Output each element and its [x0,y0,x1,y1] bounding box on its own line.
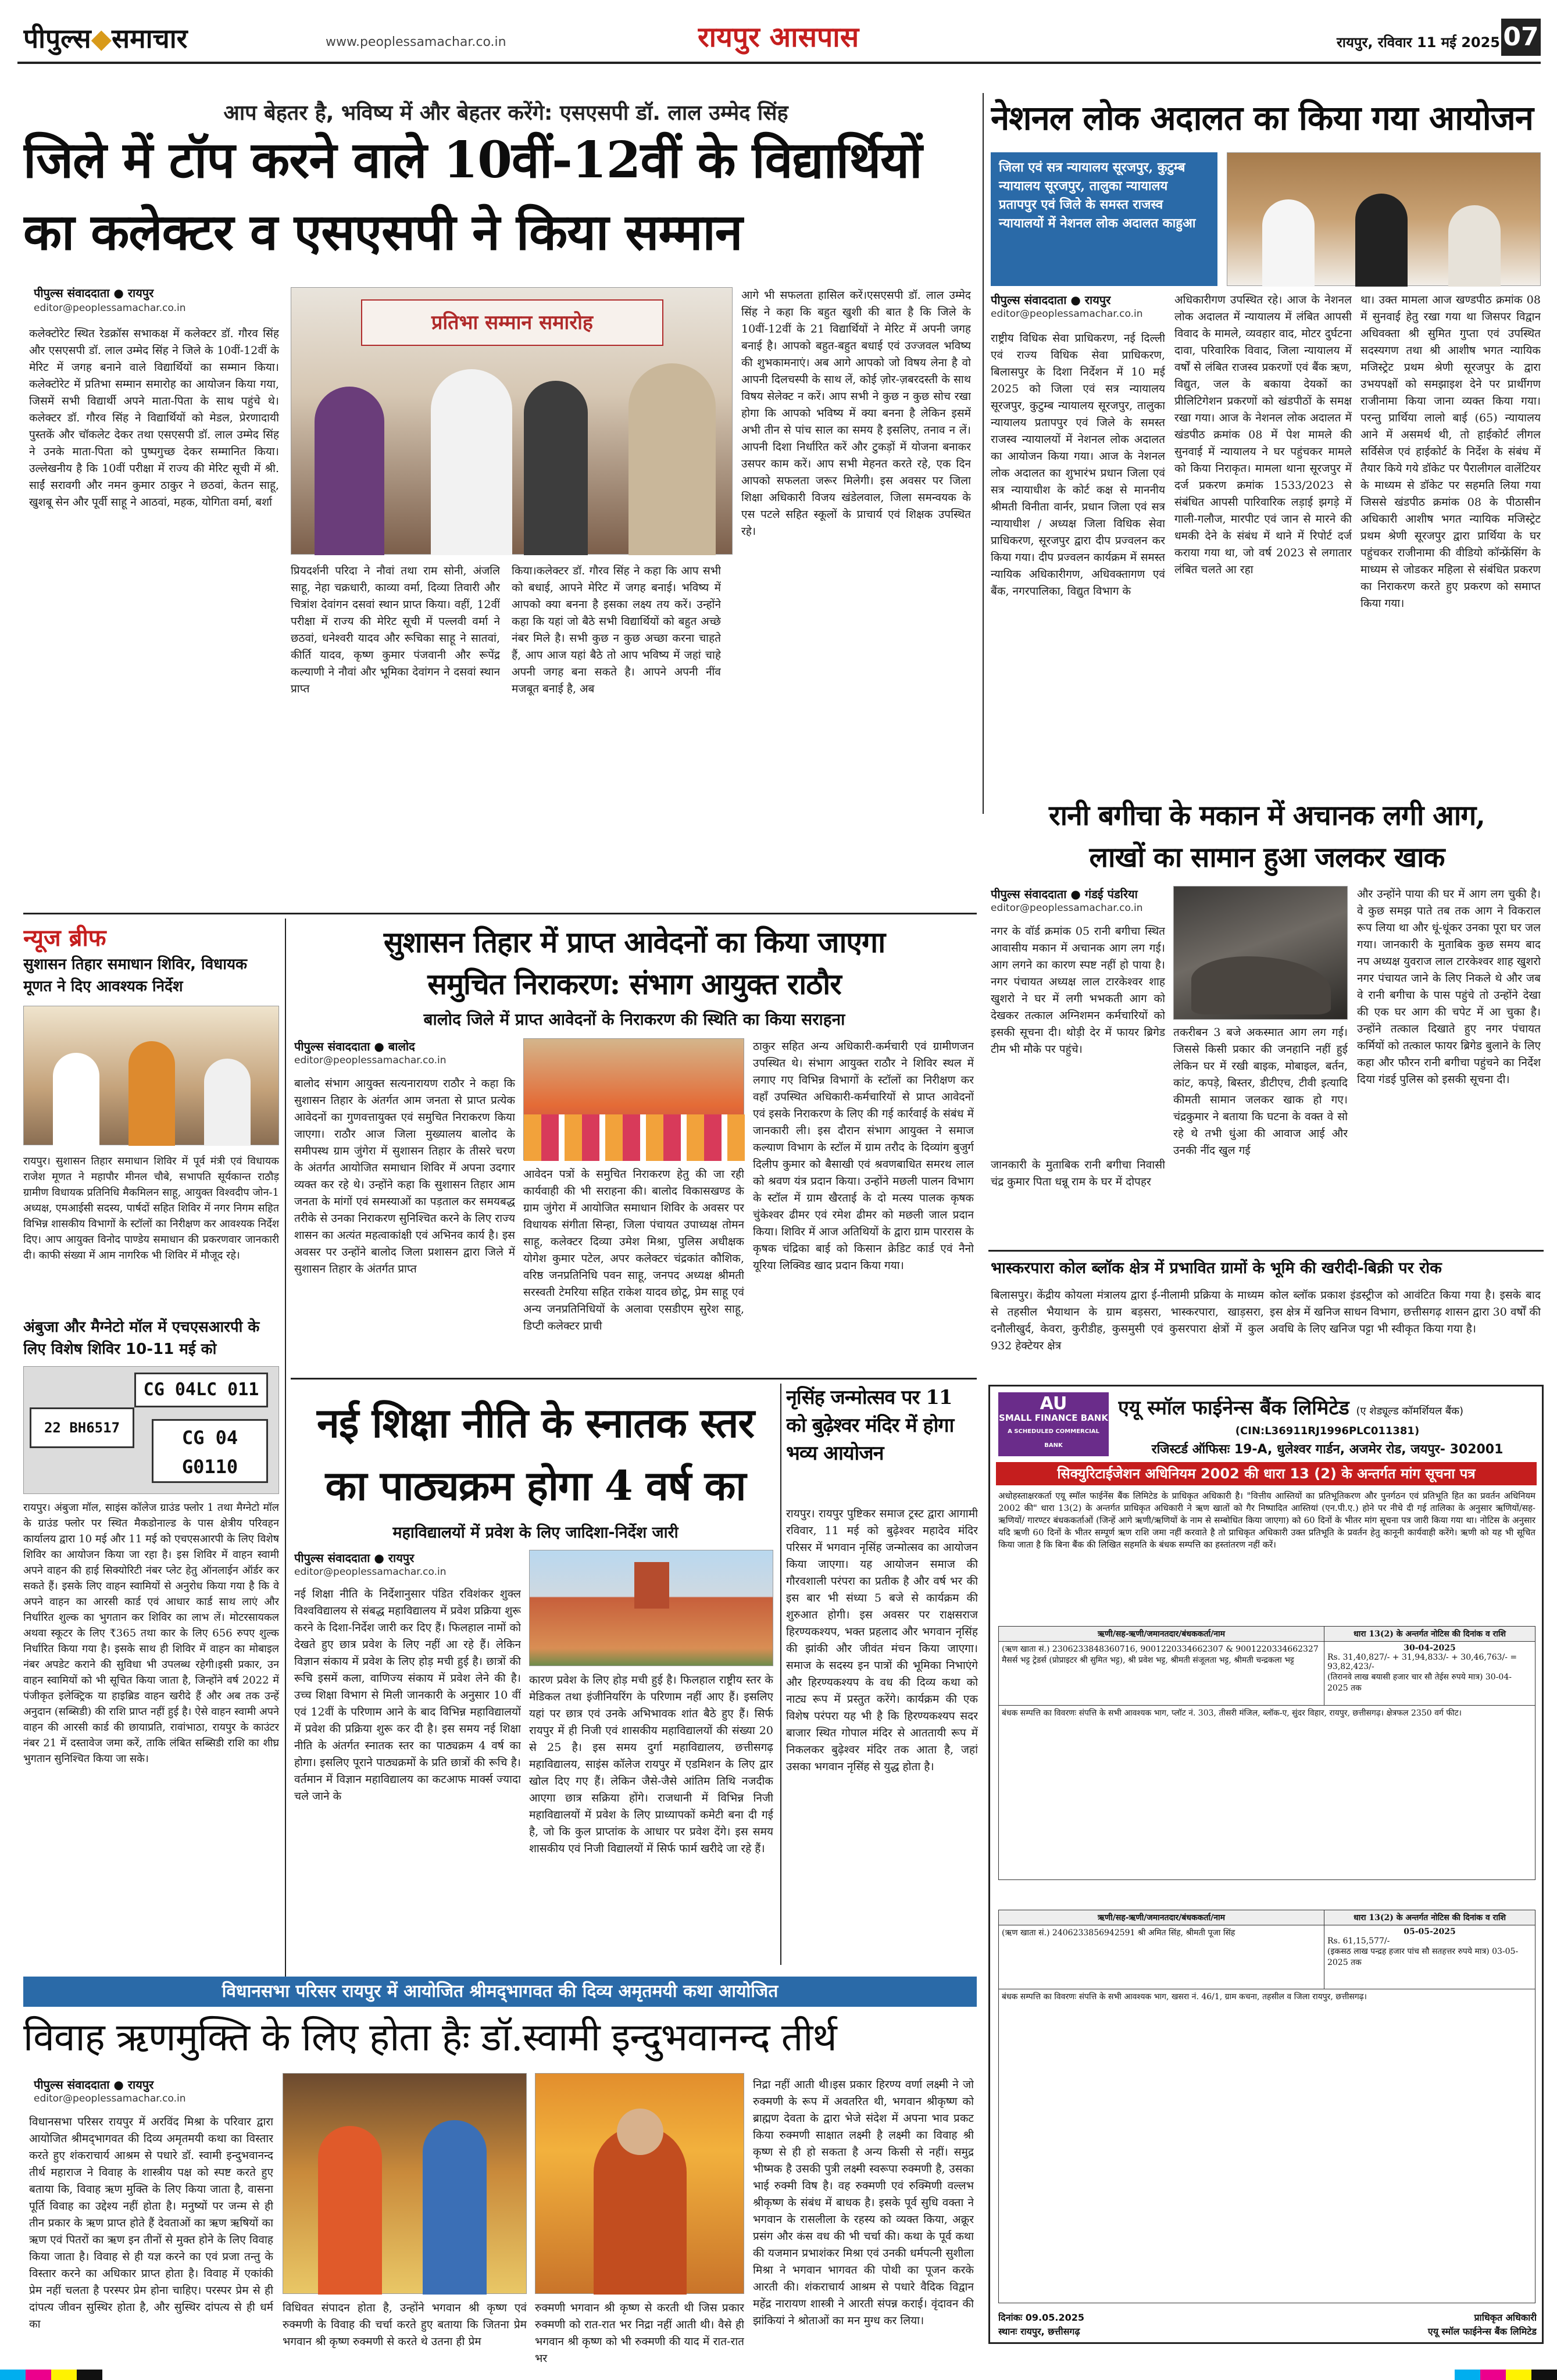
table-cell: बंधक सम्पत्ति का विवरणः संपत्ति के सभी आवश्यक भाग, प्लॉट नं. 303, तीसरी मंजिल, ब्लॉक-ए, सुंदर विहार, रायपुर, छत्तीसगढ़। क्षेत्रफल 2350 वर्ग फीट। [999,1706,1535,1880]
bhagwat-photo-1 [283,2073,527,2294]
bank-footer-officer: प्राधिकृत अधिकारी [1474,2312,1537,2323]
table-header-cell: ऋणी/सह-ऋणी/जमानतदार/बंधककर्ता/नाम [999,1910,1324,1925]
bank-logo-sfb: SMALL FINANCE BANK [999,1413,1108,1423]
registration-mark-black [77,2370,102,2380]
number-plate-1 [134,1373,268,1407]
registration-mark-cyan [0,2370,26,2380]
lok-adalat-bullet-box [991,152,1217,286]
photo-person-icon [1448,205,1501,287]
lok-adalat-column-2: अधिकारीगण उपस्थित रहे। आज के नेशनल लोक अदालत में न्यायालय में लंबित आपसी विवाद के मामले, व्यवहार वाद, मोटर दुर्घटना दावा, परिवारिक विवाद, जिला न्यायालय में वर्षों से लंबित राजस्व प्रकरणों एवं बैंक ऋण, विद्युत, जल के बकाया देयकों का प्रीलिटिगेशन प्रकरणों को खंडपीठों के समक्ष रखा गया। आज के नेशनल लोक अदालत में खंडपीठ क्रमांक 08 में पेश मामले की सुनवाई में न्यायालय ने घर पहुंचकर मामले को किया निराकृत। मामला थाना सूरजपुर में दर्ज प्रकरण क्रमांक 1533/2023 से संबंधित आपसी पारिवारिक लड़ाई झगड़े में गाली-गलौज, मारपीट एवं जान से मारने की धमकी देने के संबंध में थाने में रिपोर्ट दर्ज कराया गया था, जो वर्ष 2023 से लगातार लंबित चलते आ रहा [1174,294,1352,576]
registration-mark-yellow [1506,2370,1531,2380]
registration-mark-magenta [1480,2370,1506,2380]
lok-adalat-column-3: था। उक्त मामला आज खण्डपीठ क्रमांक 08 में सुनवाई हेतु रखा गया था जिसपर विद्वान अधिवक्ता श्री सुमित गुप्ता एवं उपस्थित सदस्यगण तथा श्री आशीष भगत न्यायिक मजिस्ट्रेट प्रथम श्रेणी सूरजपुर के द्वारा उभयपक्षों को समझाइश देने पर प्रार्थीगण राजीनामा किया जाना व्यक्त किया गया। परन्तु प्रार्थिया लालो बाई (65) न्यायालय आने में असमर्थ थी, तो हाईकोर्ट लीगल सर्विसेज एवं हाईकोर्ट के निर्देश के संबंध में तैयार किये गये डॉकेट पर पैरालीगल वालेंटियर के माध्यम से डॉकेट पर सहमति लिया गया जिससे खंडपीठ क्रमांक 08 के पीठासीन अधिकारी आशीष भगत न्यायिक मजिस्ट्रेट प्रथम श्रेणी सूरजपुर द्वारा प्रार्थिया के घर पहुंचकर राजीनामा की वीडियो कॉन्फ्रेंसिंग के माध्यम से जोडकर महिला से संबंधित प्रकरण का निराकरण करते हुए प्रकरण को समाप्त किया गया। [1360,294,1541,610]
fire-damage-photo [1173,886,1348,1020]
bank-name-tag: (ए शेड्यूल्ड कॉमर्शियल बैंक) [1356,1405,1463,1417]
column-divider [983,93,984,814]
column-divider [285,919,286,1988]
lead-headline-1: जिले में टॉप करने वाले 10वीं-12वीं के विद्यार्थियों [23,131,922,190]
row1-amount: Rs. 31,40,827/- + 31,94,833/- + 30,46,763/- = 93,82,423/- [1327,1653,1517,1671]
registration-mark-magenta [26,2370,51,2380]
table-row [999,1925,1535,1989]
rani-bagicha-column-1b: जानकारी के मुताबिक रानी बगीचा निवासी चंद्र कुमार पिता धन्नू राम के घर में दोपहर [991,1159,1165,1188]
photo-person-icon [204,1059,251,1146]
bank-name [1118,1395,1537,1424]
photo-person-icon [1262,199,1315,287]
plate-1-text: CG 04LC 011 [143,1380,259,1400]
photo-banner-text: प्रतिभा सम्मान समारोह [431,311,593,334]
rani-bagicha-email[interactable]: editor@peoplessamachar.co.in [991,902,1143,914]
shiksha-byline: पीपुल्स संवाददाता ● रायपुर [294,1551,415,1565]
bank-notice-body: अधोहस्ताक्षरकर्ता एयू स्मॉल फाईनेंस बैंक लिमिटेड के प्राधिकृत अधिकारी है। "वित्तीय आस्तियों का प्रतिभूतिकरण और पुनर्गठन एवं प्रतिभूति हित का प्रवर्तन अधिनियम 2002 की" धारा 13(2) के अन्तर्गत प्राधिकृत अधिकारी ने ऋण खातों को गैर निष्पादित आस्तियां (एन.पी.ए.) होने पर नीचे दी गई तालिका के अनुसार ऋणियों/सह-ऋणियों/ गारण्टर बंधककर्ताओं (जिन्हें आगे ऋणी/ऋणियों के नाम से सम्बोधित किया जाएगा) को 60 दिनों के भीतर मांग सूचना पत्र जारी किया गया था। नोटिस के अनुसार यदि ऋणी 60 दिनों के भीतर सम्पूर्ण ऋण राशि जमा नहीं करवाते है तो प्राधिकृत अधिकारी उक्त प्रतिभूति के प्रवर्तन हेतु कानूनी कार्यवाही करेंगे। ऋणी को यह भी सूचित किया जाता है कि बिना बैंक की लिखित सहमति के बंधक सम्पत्ति का हस्तांतरण नहीं करें। [998,1491,1535,1550]
news-brief-item2-body: रायपुर। अंबुजा मॉल, साइंस कॉलेज ग्राउंड फ्लोर 1 तथा मैग्नेटो मॉल के ग्राउंड फ्लोर पर स्थित मैकडोनाल्ड के पास क्षेत्रीय परिवहन कार्यालय द्वारा 10 मई और 11 मई को एचएसआरपी के लिए विशेष शिविर का आयोजन किया जा रहा है। इस शिविर में वाहन स्वामी अपने वाहन की हाई सिक्योरिटी नंबर प्लेट हेतु ऑनलाईन ऑर्डर कर सकते हैं। इसके लिए वाहन स्वामियों से अनुरोध किया गया है कि वे अपने वाहन का आरसी कार्ड एवं आधार कार्ड साथ लाएं और निर्धारित शुल्क का भुगतान कर शिविर का लाभ लें। मोटरसायकल अथवा स्कूटर के लिए ₹365 तथा कार के लिए 656 रुपए शुल्क निर्धारित किया गया है। इसके साथ ही शिविर में वाहन का मोबाइल नंबर अपडेट कराने की सुविधा भी उपलब्ध रहेगी।इसी प्रकार, उन वाहन स्वामियों को भी सूचित किया जाता है, जिन्होंने वर्ष 2022 में पंजीकृत इलेक्ट्रिक या हाइब्रिड वाहन खरीदे हैं और अब तक उन्हें अनुदान (सब्सिडी) की राशि प्राप्त नहीं हुई है। ऐसे वाहन स्वामी अपने वाहन की आरसी कार्ड की छायाप्रति, रावांभाठा, रायपुर के काउंटर नंबर 21 में दस्तावेज जमा करें, ताकि लंबित सब्सिडी राशि का शीघ्र भुगतान सुनिश्चित किया जा सके। [23,1502,279,1765]
lok-adalat-bullet: जिला एवं सत्र न्यायालय सूरजपुर, कुटुम्ब न्यायालय सूरजपुर, तालुका न्यायालय प्रतापपुर एवं जिले के समस्त राजस्व न्यायालयों में नेशनल लोक अदालत काहुआ [999,160,1196,231]
rani-bagicha-column-2: तकरीबन 3 बजे अकस्मात आग लग गई। जिससे किसी प्रकार की जनहानि नहीं हुई लेकिन घर में रखी बाइक, मोबाइल, बर्तन, कांट, कपड़े, बिस्तर, डीटीएच, टीवी इत्यादि कीमती सामान जलकर खाक हो गए। चंद्रकुमार ने बताया कि घटना के वक्त वे सो रहे थे तभी धुंआ की आवाज आई और उनकी नींद खुल गई [1173,1026,1348,1157]
bank-footer-date: दिनांकः 09.05.2025 [998,2312,1084,2323]
bank-logo [998,1392,1109,1456]
table-cell: (ऋण खाता सं.) 2406233856942591 श्री अमित सिंह, श्रीमती पूजा सिंह [999,1925,1324,1989]
photo-banner [361,299,663,346]
rani-bagicha-headline-2: लाखों का सामान हुआ जलकर खाक [1089,841,1445,874]
bank-footer-bank: एयू स्मॉल फाईनेन्स बैंक लिमिटेड [1427,2326,1537,2337]
photo-crowd [524,1114,745,1161]
table-cell [1324,1642,1535,1706]
lead-headline-2: का कलेक्टर व एसएसपी ने किया सम्मान [23,203,742,262]
photo-deity-icon [318,2126,382,2295]
table-header-cell: धारा 13(2) के अन्तर्गत नोटिस की दिनांक व राशि [1324,1910,1535,1925]
page-number: 07 [1501,19,1541,56]
lead-kicker: आप बेहतर है, भविष्य में और बेहतर करेंगे: एसएसपी डॉ. लाल उम्मेद सिंह [223,101,788,125]
debris-shape [1191,956,1331,1014]
bank-notice-title: सिक्युरिटाईजेशन अधिनियम 2002 की धारा 13 (2) के अन्तर्गत मांग सूचना पत्र [996,1462,1537,1485]
lok-adalat-byline: पीपुल्स संवाददाता ● रायपुर [991,293,1111,307]
masthead [17,12,1541,64]
photo-person-icon [1355,194,1408,287]
section-divider [988,1250,1544,1252]
news-brief-item1-body: रायपुर। सुशासन तिहार समाधान शिविर में पूर्व मंत्री एवं विधायक राजेश मूणत ने महापौर मीनल चौबे, सभापति सूर्यकान्त राठौड़ ग्रामीण विधायक प्रतिनिधि मैकमिलन साहू, आयुक्त विश्वदीप जोन-1 अध्यक्ष, एमआईसी सदस्य, पार्षदों सहित शिविर में नगर निगम सहित विभिन्न शासकीय विभागों के स्टॉलों का निरीक्षण कर आवश्यक निर्देश दिए। आप आयुक्त विनोद पाण्डेय समाधान की प्रकरणवार जानकारी दी। काफी संख्या में आम नागरिक भी शिविर में मौजूद रहे। [23,1155,279,1262]
sushasan-byline: पीपुल्स संवाददाता ● बालोद [294,1039,415,1053]
section-divider [23,913,977,914]
photo-person-icon [315,387,384,555]
college-tower [634,1562,669,1609]
vivah-byline: पीपुल्स संवाददाता ● रायपुर [34,2078,154,2092]
shiksha-column-1: नई शिक्षा नीति के निर्देशानुसार पंडित रविशंकर शुक्ल विश्वविद्यालय से संबद्ध महाविद्यालय में प्रवेश प्रक्रिया शुरू करने के दिशा-निर्देश जारी कर दिए हैं। फिलहाल नामों को देखते हुए छात्र प्रवेश के लिए नहीं आ रहे हैं। लेकिन विज्ञान संकाय में प्रवेश के लिए होड़ मची हुई है। छात्रों की रूचि इसमें कला, वाणिज्य संकाय में प्रवेश लेने की है। उच्च शिक्षा विभाग से मिली जानकारी के अनुसार 10 वीं एवं 12वीं के परिणाम आने के बाद विभिन्न महाविद्यालयों में प्रवेश की प्रक्रिया शुरू कर दी है। इस समय नई शिक्षा नीति के अंतर्गत स्नातक स्तर का पाठ्यक्रम 4 वर्ष का होगा। इसलिए पूराने पाठ्यक्रमों के प्रति छात्रों की रूचि है। वर्तमान में विज्ञान महाविद्यालय का कटआफ मार्क्स ज्यादा चले जाने के [294,1588,521,1803]
table-row [999,1989,1535,2303]
sushasan-column-2: आवेदन पत्रों के समुचित निराकरण हेतु की जा रही कार्यवाही की भी सराहना की। बालोद विकासखण्ड के ग्राम जुंगेरा में आयोजित समाधान शिविर के अवसर पर विधायक संगीता सिन्हा, जिला पंचायत उपाध्यक्ष तोमन साहू, कलेक्टर दिव्या उमेश मिश्रा, पुलिस अधीक्षक योगेश कुमार पटेल, अपर कलेक्टर चंद्रकांत कौशिक, वरिष्ठ जनप्रतिनिधि पवन साहू, जनपद अध्यक्ष श्रीमती सरस्वती टेमरिया सहित राकेश यादव छोटू, प्रेम साहू एवं अन्य जनप्रतिनिधियों के अलावा एसडीएम सुरेश साहू, डिप्टी कलेक्टर प्राची [523,1168,744,1332]
issue-date: रायपुर, रविवार 11 मई 2025 [1336,34,1500,51]
section-title: रायपुर आसपास [698,21,859,53]
rani-bagicha-column-1: नगर के वॉर्ड क्रमांक 05 रानी बगीचा स्थित आवासीय मकान में अचानक आग लग गई। आग लगने का कारण स्पष्ट नहीं हो पाया है। नगर पंचायत अध्यक्ष लाल टारकेश्वर शाह खुशरो ने घर में लगी भभकती आग को देखकर तत्काल अग्निशमन कर्मचारियों को इसकी सूचना दी। थोड़ी देर में फायर ब्रिगेड टीम भी मौके पर पहुंचे। [991,925,1165,1056]
table-row [999,1706,1535,1880]
row2-amount: Rs. 61,15,577/- [1327,1936,1390,1946]
lok-adalat-email[interactable]: editor@peoplessamachar.co.in [991,308,1143,320]
registration-mark-yellow [51,2370,77,2380]
photo-person-icon [628,363,716,555]
news-brief-item2-title: अंबुजा और मैग्नेटो मॉल में एचएसआरपी के लिए विशेष शिविर 10-11 मई को [23,1318,260,1358]
section-divider [291,1378,977,1380]
photo-swami-face [617,2109,663,2155]
column-divider [780,1384,781,1965]
newspaper-name-right: समाचार [111,23,188,54]
photo-person-icon [53,1053,99,1146]
bank-reg-office: रजिस्टर्ड ऑफिसः 19-A, धुलेश्वर गार्डन, अजमेर रोड, जयपुर- 302001 [1151,1442,1504,1457]
vivah-column-3: रुक्मणी भगवान श्री कृष्ण से करती थी जिस प्रकार रुक्मणी को रात-रात भर निद्रा नहीं आती थी। वैसे ही भगवान श्री कृष्ण को भी रुक्मणी की याद में रात-रात भर [535,2302,744,2365]
shiksha-column-2: कारण प्रवेश के लिए होड़ मची हुई है। फिलहाल राष्ट्रीय स्तर के मेडिकल तथा इंजीनियरिंग के परिणाम नहीं आए हैं। इसलिए यहां पर छात्र एवं उनके अभिभावक शांत बैठे हुए हैं। सिर्फ रायपुर में ही निजी एवं शासकीय महाविद्यालयों की संख्या 20 से 25 है। इस समय दुर्गा महाविद्यालय, छत्तीसगढ़ महाविद्यालय, साइंस कॉलेज रायपुर में एडमिशन के लिए द्वार खोल दिए गए हैं। लेकिन जैसे-जैसे आंतिम तिथि नजदीक आएगा छात्र सक्रिया होंगे। राजधानी में विभिन्न निजी महाविद्यालयों में प्रवेश के लिए प्राध्यापकों कमेटी बना दी गई है, जो कि कुल प्राप्तांक के आधार पर प्रवेश देंगे। इस समय शासकीय एवं निजी विद्यालयों में सिर्फ फार्म खरीदे जा रहे हैं। [529,1674,773,1855]
table-cell: (ऋण खाता सं.) 2306233848360716, 9001220334662307 & 9001220334662327 मैसर्स भट्ट ट्रेडर्स (प्रोप्राइटर श्री सुमित भट्ट), श्री प्रवेश भट्ट, श्रीमती संजूलता भट्ट, श्रीमती चन्द्रकला भट्ट [999,1642,1324,1706]
lead-column-1: कलेक्टोरेट स्थित रेडक्रॉस सभाकक्ष में कलेक्टर डॉ. गौरव सिंह और एसएसपी डॉ. लाल उम्मेद सिंह ने जिले के 10वीं-12वीं के मेरिट में जगह बनाने वाले विद्यार्थियों का सम्मान किया। कलेक्टोरेट में प्रतिभा सम्मान समारोह का आयोजन किया गया, जिसमें सभी विद्यार्थी अपने माता-पिता के साथ पहुंचे थे। कलेक्टर डॉ. गौरव सिंह ने विद्यार्थियों को मेडल, प्रेरणादायी पुस्तकें और चॉकलेट देकर तथा एसएसपी डॉ. लाल उम्मेद सिंह ने उनके माता-पिता को पुष्पगुच्छ देकर सम्मानित किया। उल्लेखनीय है कि 10वीं परीक्षा में राज्य की मेरिट सूची में श्री. साईं सरावगी और नमन कुमार ठाकुर ने छठवां, केतन साहू, खुशबू सेन और पूर्वी साहू ने आठवां, महक, योगिता वर्मा, बर्शा [29,327,279,509]
college-photo [529,1550,773,1666]
shiksha-subhead: महाविद्यालयों में प्रवेश के लिए जादिशा-निर्देश जारी [392,1524,678,1542]
table-row [999,1642,1535,1706]
row2-date: 05-05-2025 [1404,1927,1456,1936]
news-brief-photo-1 [23,1006,279,1145]
sushasan-column-3: ठाकुर सहित अन्य अधिकारी-कर्मचारी एवं ग्रामीणजन उपस्थित थे। संभाग आयुक्त राठौर ने शिविर स्थल में लगाए गए विभिन्न विभागों के स्टॉलों का निरीक्षण कर वहाँ उपस्थित अधिकारी-कर्मचारियों से प्राप्त आवेदनों एवं इसके निराकरण के लिए की गई कार्रवाई के संबंध में जानकारी ली। इस दौरान संभाग आयुक्त ने समाज कल्याण विभाग के स्टॉल में ग्राम तरौद के दिव्यांग बुजुर्ग दिलीप कुमार को बैसाखी एवं श्रवणबाधित समरथ लाल को श्रवण यंत्र प्रदान किया। उन्होंने मछली पालन विभाग के स्टॉल में ग्राम खैरताई के दो मत्स्य पालक कृषक चुंकेश्वर ढीमर एवं रमेश ढीमर को मछली जाल प्रदान किया। शिविर में आज अतिथियों के द्वारा ग्राम पाररास के कृषक चंद्रिका बाई को किसान क्रेडिट कार्ड एवं नैनो यूरिया लिक्विड खाद प्रदान किया गया। [753,1040,974,1272]
table-header-cell: ऋणी/सह-ऋणी/जमानतदार/बंधककर्ता/नाम [999,1627,1324,1642]
photo-deity-icon [423,2120,487,2295]
table-cell: बंधक सम्पत्ति का विवरणः संपत्ति के सभी आवश्यक भाग, खसरा नं. 46/1, ग्राम कचना, तहसील व जिला रायपुर, छत्तीसगढ़। [999,1989,1535,2303]
news-brief-label: न्यूज ब्रीफ [23,925,106,952]
news-brief-item1-title: सुशासन तिहार समाधान शिविर, विधायक मूणत ने दिए आवश्यक निर्देश [23,956,248,995]
lead-award-photo [291,287,733,555]
bank-name-text: एयू स्मॉल फाईनेन्स बैंक लिमिटेड [1118,1396,1349,1420]
number-plate-photo [23,1366,279,1494]
bank-logo-au: AU [1040,1393,1067,1414]
bank-notice-table-2 [998,1910,1535,2303]
lok-adalat-headline: नेशनल लोक अदालत का किया गया आयोजन [991,98,1533,138]
table-header-cell: धारा 13(2) के अन्तर्गत नोटिस की दिनांक व राशि [1324,1627,1535,1642]
photo-person-icon [128,1041,175,1146]
vivah-email[interactable]: editor@peoplessamachar.co.in [34,2093,186,2104]
newspaper-name-left: पीपुल्स [23,23,91,54]
lead-column-3: किया।कलेक्टर डॉ. गौरव सिंह ने कहा कि आप सभी को बधाई, आपने मेरिट में जगह बनाई। भविष्य में आपको क्या बनना है इसका लक्ष्य तय करें। उन्होंने कहा कि यहां जो बैठे सभी विद्यार्थियों को बहुत अच्छे नंबर मिले है। सभी कुछ न कुछ अच्छा करना चाहते हैं, आप आज यहां बैठे तो आप भविष्य में जहां चाहे अपनी जगह बना सकते है। आपने अपनी नींव मजबूत बनाई है, अब [512,564,721,695]
vivah-column-2: विधिवत संपादन होता है, उन्होंने भगवान श्री कृष्ण एवं रुक्मणी के विवाह की चर्चा करते हुए बताया कि जितना प्रेम भगवान श्री कृष्ण रुक्मणी से करते थे उतना ही प्रेम [283,2302,527,2348]
masthead-dot-icon: ◆ [91,23,112,54]
vivah-column-4: निद्रा नहीं आती थी।इस प्रकार हिरण्य वर्णा लक्ष्मी ने जो रुक्मणी के रूप में अवतरित थी, भगवान श्रीकृष्ण को ब्राह्मण देवता के द्वारा भेजे संदेश में अपना भाव प्रकट किया रुक्मणी साक्षात लक्ष्मी है लक्ष्मी का विवाह श्री कृष्ण से ही हो सकता है अन्य किसी से नहीं। समुद्र भीष्मक है उसकी पुत्री लक्ष्मी स्वरूपा रुक्मणी है, उसका भाई रुक्मी विष है। वह रुक्मणी एवं रुक्मिणी वल्लभ श्रीकृष्ण के संबंध में बाधक है। इसके पूर्व सुधि वक्ता ने भगवान के रासलीला के रहस्य को व्यक्त किया, अक्रूर प्रसंग और कंस वध की भी चर्चा की। कथा के पूर्व कथा की यजमान प्रभाशंकर मिश्रा एवं उनकी धर्मपत्नी सुशीला मिश्रा ने भगवान भागवत की पोथी का पूजन करके आरती की। शंकराचार्य आश्रम से पधारे वैदिक विद्वान महेंद्र नारायण शास्त्री ने आरती संपन्न कराई। वृंदावन की झांकियां ने श्रोताओं का मन मुग्ध कर लिया। [753,2078,974,2327]
vivah-headline: विवाह ऋणमुक्ति के लिए होता हैः डॉ.स्वामी इन्दुभवानन्द तीर्थ [23,2015,837,2060]
plate-3-text: CG 04 G0110 [181,1427,238,1478]
table-header-row [999,1910,1535,1925]
shiksha-email[interactable]: editor@peoplessamachar.co.in [294,1566,447,1578]
nrusingh-body: रायपुर। रायपुर पुष्टिकर समाज ट्रस्ट द्वारा आगामी रविवार, 11 मई को बुढ़ेश्वर महादेव मंदिर परिसर में भगवान नृसिंह जन्मोत्सव का आयोजन किया जाएगा। यह आयोजन समाज की गौरवशाली परंपरा का प्रतीक है और वर्ष भर की इस बार भी संध्या 5 बजे से कार्यक्रम की शुरुआत होगी। इस अवसर पर राक्षसराज हिरण्यकश्यप, भक्त प्रहलाद और भगवान नृसिंह की झांकी और जीवंत मंचन किया जाएगा। समाज के सदस्य इन पात्रों की भूमिका निभाएंगे और हिरण्यकश्यप के वध की दिव्य कथा को नाट्य रूप में प्रस्तुत करेंगे। कार्यक्रम की एक विशेष परंपरा यह भी है कि हिरण्यकश्यप सदर बाजार स्थित गोपाल मंदिर से आततायी रूप में निकलकर बुढ़ेश्वर मंदिर तक आता है, जहां उसका भगवान नृसिंह से युद्ध होता है। [786,1507,978,1773]
row1-date: 30-04-2025 [1404,1643,1456,1653]
registration-mark-black [1531,2370,1557,2380]
plate-2-text: 22 BH6517 [44,1420,120,1436]
bhagwat-banner: विधानसभा परिसर रायपुर में आयोजित श्रीमद्‌भागवत की दिव्य अमृतमयी कथा आयोजित [23,1977,977,2007]
table-cell [1324,1925,1535,1989]
coal-column-2: कोल ब्लॉक प्रकाश इंडस्ट्रीज को आवंटित किया गया है। इसके बाद इस क्षेत्र में खनिज साधन विभाग, छत्तीसगढ़ शासन द्वारा 30 वर्षों की अवधि के लिए खनिज पट्टा भी स्वीकृत किया गया है। [1270,1289,1541,1335]
lead-column-4: आगे भी सफलता हासिल करें।एसएसपी डॉ. लाल उम्मेद सिंह ने कहा कि बहुत खुशी की बात है कि जिले के 10वीं-12वीं के 21 विद्यार्थियों ने मेरिट में अपनी जगह बनाई है। आपको बहुत-बहुत बधाई एवं उज्जवल भविष्य की शुभकामनाएं। अब आगे आपको जो विषय लेना है वो आपनी दिलचस्पी के साथ लें, कोई ज़ोर-ज़बरदस्ती के साथ विषय सेलेक्ट न करें। आप सभी ने कुछ न कुछ सोच रखा होगा कि आपको भविष्य में क्या बनना है लेकिन इसमें अभी तीन से पांच साल का समय है इसलिए, तनाव न लें। आपनी दिशा निर्धारित करें और टुकड़ों में योजना बनाकर उसपर काम करें। आप सभी मेहनत करते रहे, एक दिन आपको सफलता जरूर मिलेगी। इस अवसर पर जिला शिक्षा अधिकारी विजय खंडेलवाल, जिला समन्वयक के एस पटले सहित स्कूलों के प्राचार्य एवं शिक्षक उपस्थित रहे। [741,289,971,538]
rani-bagicha-byline: पीपुल्स संवाददाता ● गंडई पंडरिया [991,887,1138,901]
sushasan-subhead: बालोद जिले में प्राप्त आवेदनों के निराकरण की स्थिति का किया सराहना [423,1010,845,1029]
photo-person-icon [524,381,588,555]
vivah-column-1: विधानसभा परिसर रायपुर में अरविंद मिश्रा के परिवार द्वारा आयोजित श्रीमद्‌भागवत की दिव्य अमृतमयी कथा का विस्तार करते हुए शंकराचार्य आश्रम से पधारे डॉ. स्वामी इन्दुभवानन्द तीर्थ महाराज ने विवाह के शास्त्रीय पक्ष को स्पष्ट करते हुए बताया कि, विवाह ऋण मुक्ति के लिए किया जाता है, वासना पूर्ति विवाह का उद्देश्य नहीं होता है। मनुष्यों पर जन्म से ही तीन प्रकार के ऋण प्राप्त होते हैं देवताओं का ऋण ऋषियों का ऋण एवं पितरों का ऋण इन तीनों से मुक्त होने के लिए विवाह किया जाता है। विवाह से ही यज्ञ करने का एवं प्रजा तन्तु के विस्तार करने का अधिकार प्राप्त होता है। विवाह में एकांकी प्रेम नहीं चलता है परस्पर प्रेम होना चाहिए। परस्पर प्रेम से ही दांपत्य जीवन सुस्थिर होता है, और सुस्थिर दांपत्य से ही धर्म का [29,2115,273,2331]
newspaper-name [23,20,326,57]
bank-notice-ad [988,1385,1544,2344]
sushasan-email[interactable]: editor@peoplessamachar.co.in [294,1055,447,1066]
nrusingh-headline: नृसिंह जन्मोत्सव पर 11 को बुढ़ेश्वर मंदिर में होगा भव्य आयोजन [786,1386,954,1465]
rani-bagicha-headline-1: रानी बगीचा के मकान में अचानक लगी आग, [1049,799,1485,832]
lead-column-2: प्रियदर्शनी परिदा ने नौवां तथा राम सोनी, अंजलि साहू, नेहा चक्रधारी, काव्या वर्मा, दिव्या तिवारी और चित्रांश देवांगन दसवां स्थान प्राप्त किया। वहीं, 12वीं परीक्षा में राज्य की मेरिट सूची में पल्लवी वर्मा ने छठवां, धनेश्वरी यादव और रूचिका साहू ने सातवां, कीर्ति यादव, कृष्ण कुमार पंजवानी और रूपेंद्र कल्याणी ने नौवां और भूमिका देवांगन ने दसवां स्थान प्राप्त [291,564,500,695]
coal-headline: भास्करपारा कोल ब्लॉक क्षेत्र में प्रभावित ग्रामों के भूमि की खरीदी-बिक्री पर रोक [991,1259,1442,1277]
sushasan-photo [523,1038,744,1160]
lok-adalat-column-1: राष्ट्रीय विधिक सेवा प्राधिकरण, नई दिल्ली एवं राज्य विधिक सेवा प्राधिकरण, बिलासपुर के दिशा निर्देशन में 10 मई 2025 को जिला एवं सत्र न्यायालय सूरजपुर, कुटुम्ब न्यायालय सूरजपुर, तालुका न्यायालय प्रतापपुर एवं जिले के समस्त राजस्व न्यायालयों में नेशनल लोक अदालत का आयोजन किया गया। आज के नेशनल लोक अदालत का शुभारंभ प्रधान जिला एवं सत्र न्यायाधीश के कोर्ट कक्ष से माननीय श्रीमती विनीता वार्नर, प्रधान जिला एवं सत्र न्यायाधीश / अध्यक्ष जिला विधिक सेवा प्राधिकरण, सूरजपुर द्वारा दीप प्रज्वलन कर किया गया। दीप प्रज्वलन कार्यक्रम में समस्त न्यायिक अधिकारीगण, अधिवक्तागण एवं बैंक, नगरपालिका, विद्युत विभाग के [991,332,1165,598]
sushasan-column-1: बालोद संभाग आयुक्त सत्यनारायण राठौर ने कहा कि सुशासन तिहार के अंतर्गत आम जनता से प्राप्त प्रत्येक आवेदनों का गुणवत्तायुक्त एवं समुचित निराकरण किया जाएगा। राठौर आज जिला मुख्यालय बालोद के समीपस्थ ग्राम जुंगेरा में सुशासन तिहार के तीसरे चरण के अंतर्गत आयोजित समाधान शिविर में अपना उदगार व्यक्त कर रहे थे। उन्होंने कहा कि सुशासन तिहार आम जनता के मांगों एवं समस्याओं का पड़ताल कर समयबद्ध तरीके से उनका निराकरण सुनिश्चित करने के लिए राज्य शासन का अत्यंत महत्वाकांक्षी एवं अभिनव कार्य है। इस अवसर पर उन्होंने बालोद जिला प्रशासन द्वारा जिले में सुशासन तिहार के अंतर्गत प्राप्त [294,1077,515,1275]
sushasan-headline-1: सुशासन तिहार में प्राप्त आवेदनों का किया जाएगा [383,925,885,959]
shiksha-headline-2: का पाठ्यक्रम होगा 4 वर्ष का [325,1461,746,1510]
sushasan-headline-2: समुचित निराकरण: संभाग आयुक्त राठौर [427,967,841,1001]
bhagwat-photo-2 [535,2073,744,2294]
lead-byline: पीपुल्स संवाददाता ● रायपुर [34,286,154,300]
lok-adalat-photo [1227,152,1541,286]
coal-column-1: बिलासपुर। केंद्रीय कोयला मंत्रालय द्वारा ई-नीलामी प्रक्रिया के माध्यम से तहसील भैयाथान के ग्राम बड़सरा, भास्करपारा, खाड़सरा, दनौलीखुर्द, केवरा, कुरीडीह, कुसमुसी एवं कुसरपारा क्षेत्रों में कुल 932 हेक्टेयर क्षेत्र [991,1289,1264,1352]
table-header-row [999,1627,1535,1642]
rani-bagicha-column-3: और उन्होंने पाया की घर में आग लग चुकी है। वे कुछ समझ पाते तब तक आग ने विकराल रूप लिया था और धूं-धूंकर उनका पूरा घर जल गया। जानकारी के मुताबिक कुछ समय बाद नप अध्यक्ष युवराज लाल टारकेश्वर शाह खुशरो नगर पंचायत जाने के लिए निकले थे और जब वे रानी बगीचा के पास पहुंचे तो उन्होंने देखा की एक घर आग की चपेट में आ चुका है। उन्होंने तत्काल दिखाते हुए नगर पंचायत कर्मियों को तत्काल फायर ब्रिगेड बुलाने के लिए कहा और फौरन रानी बगीचा पहुंचने का निर्देश दिया गंडई पुलिस को इसकी सूचना दी। [1357,888,1541,1086]
lead-email[interactable]: editor@peoplessamachar.co.in [34,302,186,314]
website-url[interactable]: www.peoplessamachar.co.in [326,35,506,49]
bank-footer-place: स्थानः रायपुर, छत्तीसगढ़ [998,2326,1080,2337]
shiksha-headline-1: नई शिक्षा नीति के स्नातक स्तर [316,1399,755,1447]
number-plate-2 [30,1407,134,1448]
bank-cin: (CIN:L36911RJ1996PLC011381) [1235,1425,1420,1437]
photo-person-icon [431,369,512,555]
bank-logo-scb: A SCHEDULED COMMERCIAL BANK [1008,1428,1099,1449]
number-plate-3 [152,1419,268,1483]
row1-words: (तिरानवे लाख बयासी हजार चार सौ तेईस रुपये मात्र) 30-04-2025 तक [1327,1673,1512,1693]
row2-words: (इकसठ लाख पन्द्रह हजार पांच सौ सतहत्तर रुपये मात्र) 03-05-2025 तक [1327,1947,1519,1967]
bank-notice-table-1 [998,1626,1535,1880]
registration-mark-cyan [1455,2370,1480,2380]
